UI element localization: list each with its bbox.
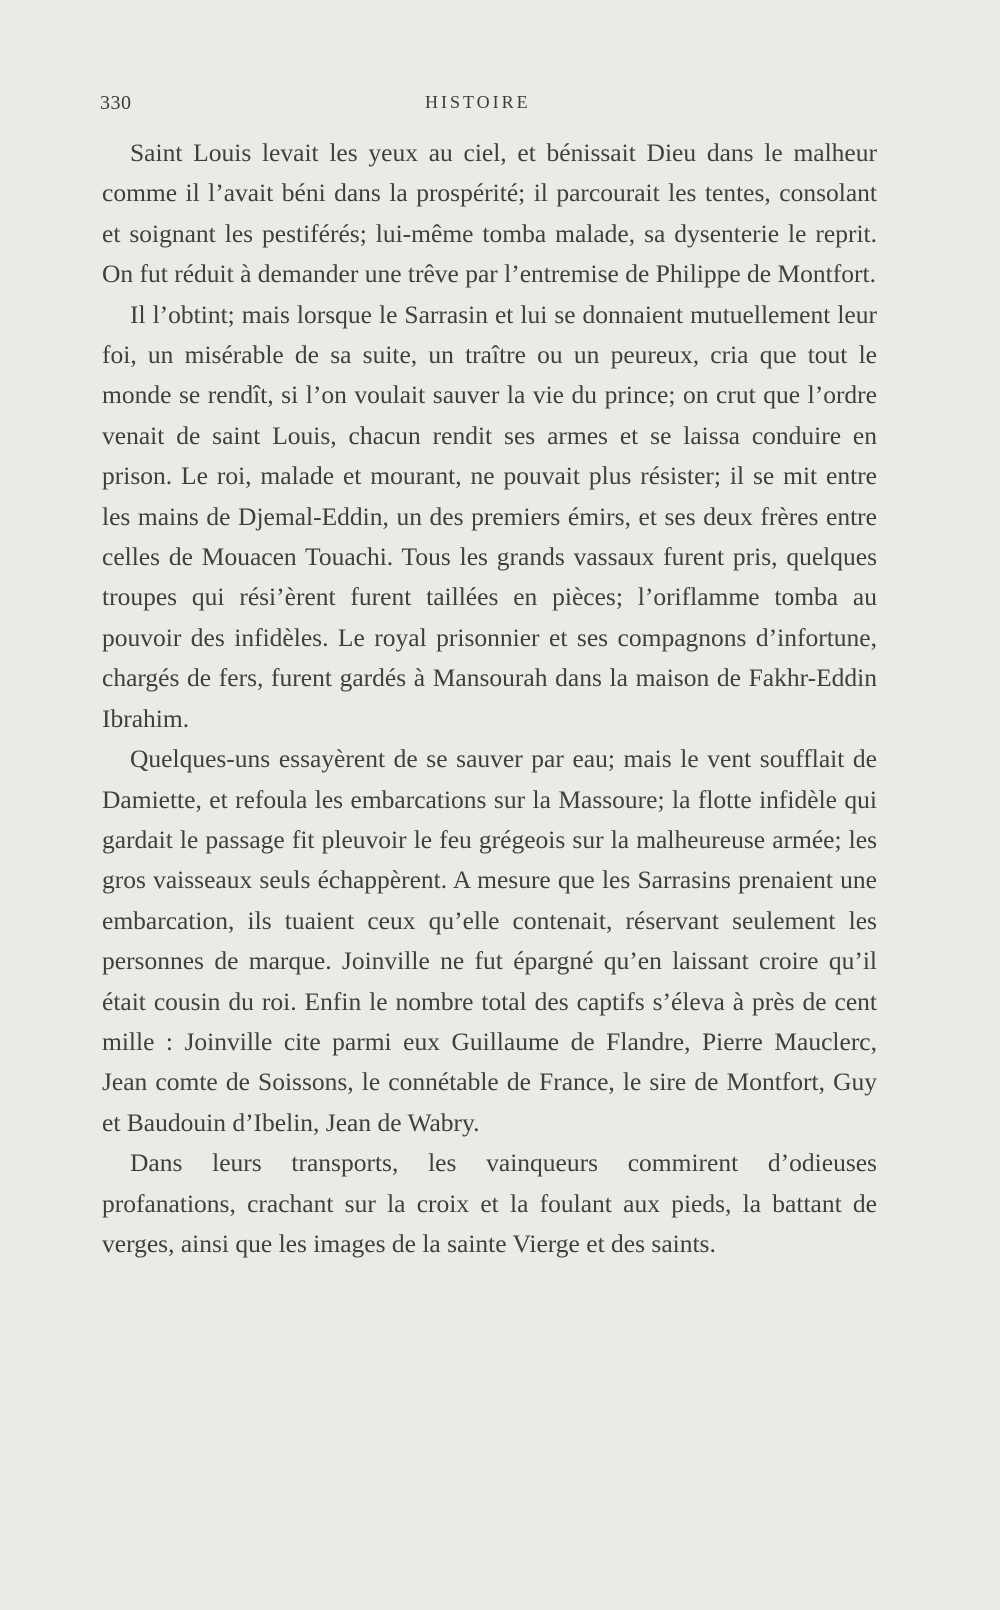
- page-header: [100, 88, 880, 118]
- paragraph: Saint Louis levait les yeux au ciel, et bénissait Dieu dans le malheur comme il l’avait béni dans la prospérité; il parcourait les tentes, consolant et soignant les pestiférés; lui-même tomba malade, sa dysenterie le reprit. On fut réduit à demander une trêve par l’entremise de Philippe de Montfort.: [102, 138, 877, 289]
- body-text: [102, 133, 877, 1264]
- running-title: HISTOIRE: [425, 92, 531, 112]
- page-number: 330: [100, 92, 132, 114]
- paragraph: Quelques-uns essayèrent de se sauver par eau; mais le vent soufflait de Damiette, et refoula les embarcations sur la Massoure; la flotte infidèle qui gardait le passage fit pleuvoir le feu grégeois sur la malheureuse armée; les gros vaisseaux seuls échappèrent. A mesure que les Sarrasins prenaient une embarcation, ils tuaient ceux qu’elle contenait, réservant seulement les personnes de marque. Joinville ne fut épargné qu’en laissant croire qu’il était cousin du roi. Enfin le nombre total des captifs s’éleva à près de cent mille : Joinville cite parmi eux Guillaume de Flandre, Pierre Mauclerc, Jean comte de Soissons, le connétable de France, le sire de Montfort, Guy et Baudouin d’Ibelin, Jean de Wabry.: [102, 744, 877, 1137]
- paragraph: Dans leurs transports, les vainqueurs commirent d’odieuses profanations, crachant sur la croix et la foulant aux pieds, la battant de verges, ainsi que les images de la sainte Vierge et des saints.: [102, 1148, 877, 1258]
- paragraph: Il l’obtint; mais lorsque le Sarrasin et lui se donnaient mutuellement leur foi, un misérable de sa suite, un traître ou un peureux, cria que tout le monde se rendît, si l’on voulait sauver la vie du prince; on crut que l’ordre venait de saint Louis, chacun rendit ses armes et se laissa conduire en prison. Le roi, malade et mourant, ne pouvait plus résister; il se mit entre les mains de Djemal-Eddin, un des premiers émirs, et ses deux frères entre celles de Mouacen Touachi. Tous les grands vassaux furent pris, quelques troupes qui rési’èrent furent taillées en pièces; l’oriflamme tomba au pouvoir des infidèles. Le royal prisonnier et ses compagnons d’infortune, chargés de fers, furent gardés à Mansourah dans la maison de Fakhr-Eddin Ibrahim.: [102, 299, 877, 733]
